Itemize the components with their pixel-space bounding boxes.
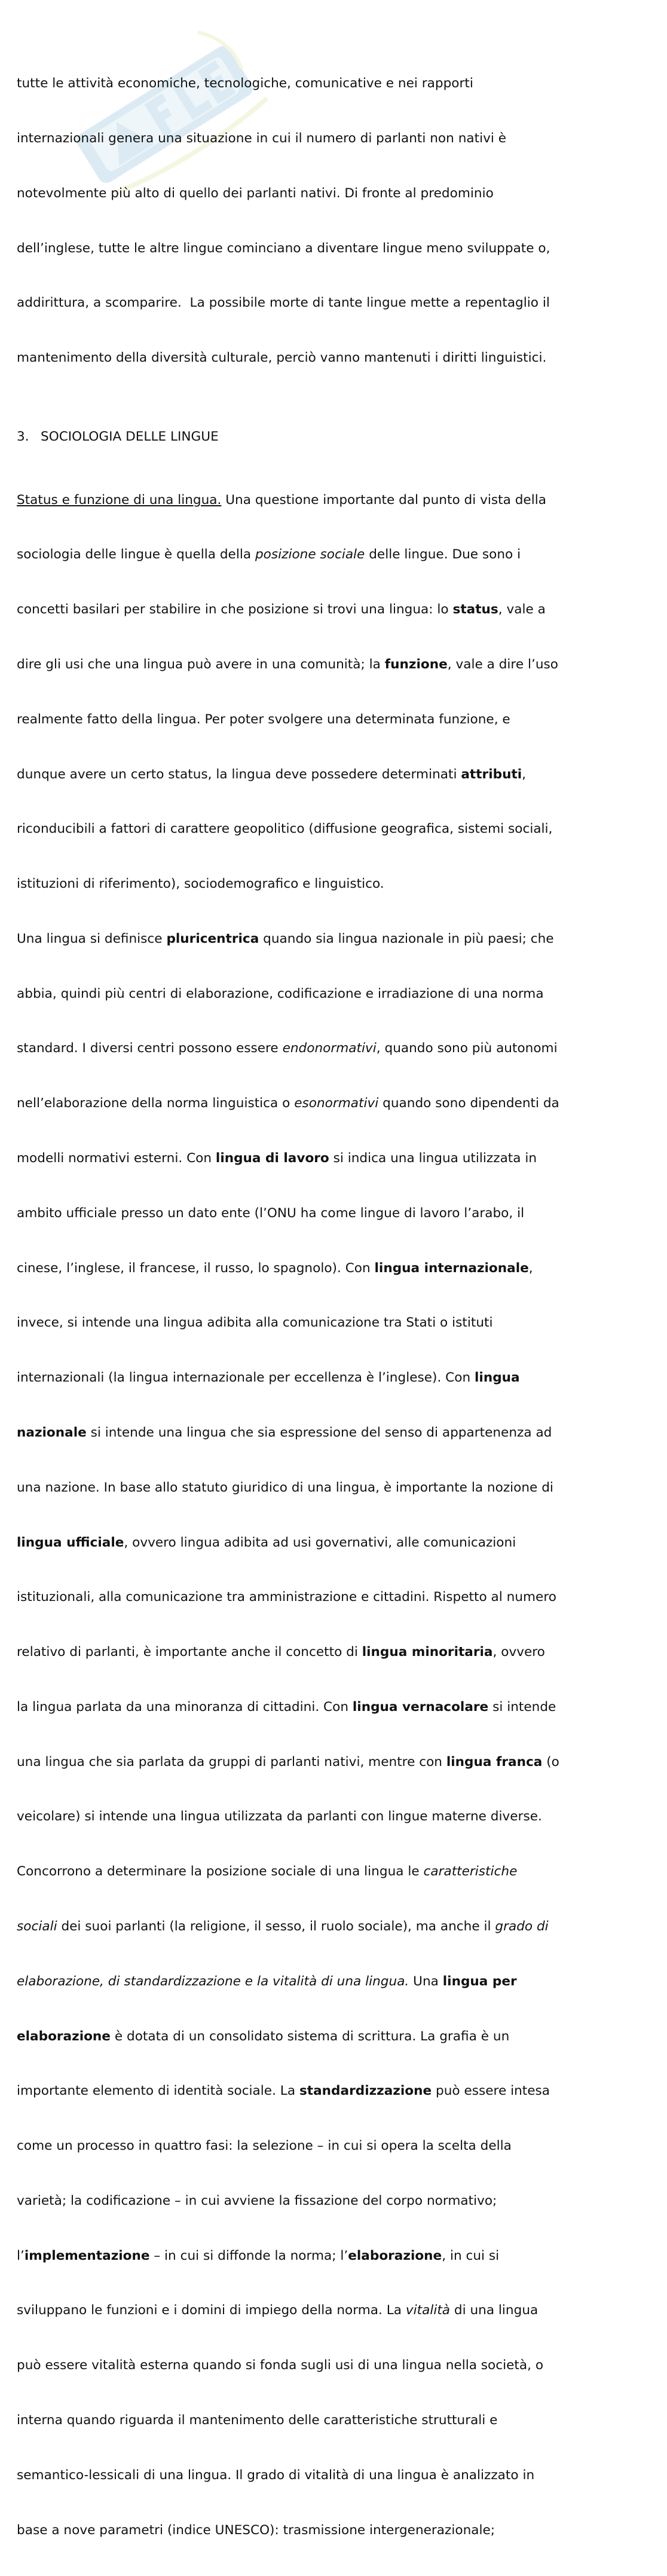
term-bold: lingua internazionale	[374, 1260, 529, 1276]
term-bold: lingua di lavoro	[215, 1151, 329, 1166]
text-line: nazionale si intende una lingua che sia espressione del senso di appartenenza ad	[17, 1425, 552, 1440]
text-line: tutte le attività economiche, tecnologiche, comunicative e nei rapporti	[17, 76, 473, 91]
text-line: può essere vitalità esterna quando si fonda sugli usi di una lingua nella società, o	[17, 2358, 544, 2373]
text-line: elaborazione, di standardizzazione e la vitalità di una lingua. Una lingua per	[17, 1973, 517, 1989]
term-bold: pluricentrica	[166, 931, 259, 946]
term-bold: elaborazione	[17, 2028, 111, 2044]
term-bold: elaborazione	[348, 2248, 442, 2263]
text-line: sociologia delle lingue è quella della posizione sociale delle lingue. Due sono i	[17, 547, 521, 563]
term-italic: sociali	[17, 1918, 57, 1934]
term-italic: posizione sociale	[255, 547, 365, 563]
term-bold: standardizzazione	[299, 2083, 432, 2099]
text-line: la lingua parlata da una minoranza di cittadini. Con lingua vernacolare si intende	[17, 1699, 556, 1715]
text-line: varietà; la codificazione – in cui avviene la fissazione del corpo normativo;	[17, 2193, 497, 2208]
term-bold: lingua	[475, 1370, 520, 1386]
text-line: veicolare) si intende una lingua utilizzata da parlanti con lingue materne diverse.	[17, 1809, 542, 1825]
term-bold: funzione	[384, 657, 448, 672]
text-line: dire gli usi che una lingua può avere in una comunità; la funzione, vale a dire l’uso	[17, 657, 558, 672]
text-line: una nazione. In base allo statuto giuridico di una lingua, è importante la nozione di	[17, 1480, 553, 1495]
text-line: dunque avere un certo status, la lingua deve possedere determinati attributi,	[17, 766, 527, 782]
term-bold: lingua per	[442, 1973, 517, 1989]
text-line: lingua ufficiale, ovvero lingua adibita ad usi governativi, alle comunicazioni	[17, 1535, 516, 1550]
text-line: internazionali genera una situazione in cui il numero di parlanti non nativi è	[17, 130, 507, 146]
text-line: dell’inglese, tutte le altre lingue cominciano a diventare lingue meno sviluppate o,	[17, 240, 550, 256]
text-line: come un processo in quattro fasi: la selezione – in cui si opera la scelta della	[17, 2138, 512, 2154]
text-line: ambito ufficiale presso un dato ente (l’ONU ha come lingue di lavoro l’arabo, il	[17, 1205, 525, 1221]
term-italic: esonormativi	[294, 1096, 379, 1111]
text-line: addirittura, a scomparire. La possibile morte di tante lingue mette a repentaglio il	[17, 295, 550, 311]
text-line: base a nove parametri (indice UNESCO): trasmissione intergenerazionale;	[17, 2522, 495, 2538]
text-line: nell’elaborazione della norma linguistica o esonormativi quando sono dipendenti da	[17, 1096, 559, 1111]
term-italic: vitalità	[405, 2303, 451, 2318]
section-title: SOCIOLOGIA DELLE LINGUE	[41, 429, 219, 444]
section-heading	[17, 428, 638, 447]
text-line: elaborazione è dotata di un consolidato sistema di scrittura. La grafia è un	[17, 2028, 510, 2044]
term-bold: lingua ufficiale	[17, 1535, 124, 1550]
main-paragraph	[17, 454, 638, 2576]
intro-paragraph	[17, 38, 638, 404]
text-line: modelli normativi esterni. Con lingua di lavoro si indica una lingua utilizzata in	[17, 1151, 537, 1166]
text-line: Status e funzione di una lingua. Una questione importante dal punto di vista della	[17, 492, 546, 508]
text-line: realmente fatto della lingua. Per poter svolgere una determinata funzione, e	[17, 711, 510, 727]
text-line: Concorrono a determinare la posizione sociale di una lingua le caratteristiche	[17, 1864, 518, 1880]
text-line: abbia, quindi più centri di elaborazione, codificazione e irradiazione di una norma	[17, 986, 544, 1001]
text-line: invece, si intende una lingua adibita alla comunicazione tra Stati o istituti	[17, 1315, 493, 1331]
text-line: cinese, l’inglese, il francese, il russo, lo spagnolo). Con lingua internazionale,	[17, 1260, 533, 1276]
term-bold: nazionale	[17, 1425, 87, 1440]
text-line: Una lingua si definisce pluricentrica quando sia lingua nazionale in più paesi; che	[17, 931, 554, 946]
document-body	[17, 38, 638, 2576]
text-line: importante elemento di identità sociale. La standardizzazione può essere intesa	[17, 2083, 550, 2099]
term-italic: endonormativi	[282, 1041, 377, 1056]
term-bold: implementazione	[24, 2248, 150, 2263]
text-line: sociali dei suoi parlanti (la religione, il sesso, il ruolo sociale), ma anche il grado di	[17, 1918, 549, 1934]
term-bold: lingua franca	[446, 1754, 543, 1770]
text-line: standard. I diversi centri possono essere endonormativi, quando sono più autonomi	[17, 1041, 558, 1056]
term-italic: elaborazione, di standardizzazione e la vitalità di una lingua.	[17, 1973, 409, 1989]
text-line: istituzioni di riferimento), sociodemografico e linguistico.	[17, 876, 384, 892]
term-bold: attributi	[461, 766, 522, 782]
term-bold: lingua vernacolare	[352, 1699, 489, 1715]
term-italic: grado di	[495, 1918, 549, 1934]
text-line: notevolmente più alto di quello dei parlanti nativi. Di fronte al predominio	[17, 185, 494, 201]
text-line: mantenimento della diversità culturale, perciò vanno mantenuti i diritti linguistici.	[17, 350, 547, 366]
subsection-title: Status e funzione di una lingua.	[17, 492, 222, 508]
text-line: relativo di parlanti, è importante anche il concetto di lingua minoritaria, ovvero	[17, 1645, 545, 1660]
text-line: l’implementazione – in cui si diffonde la norma; l’elaborazione, in cui si	[17, 2248, 500, 2263]
text-line: riconducibili a fattori di carattere geopolitico (diffusione geografica, sistemi sociali,	[17, 821, 553, 837]
text-line: concetti basilari per stabilire in che posizione si trovi una lingua: lo status, vale a	[17, 602, 546, 618]
text-line: una lingua che sia parlata da gruppi di parlanti nativi, mentre con lingua franca (o	[17, 1754, 559, 1770]
text-line: semantico-lessicali di una lingua. Il grado di vitalità di una lingua è analizzato in	[17, 2467, 535, 2483]
term-italic: caratteristiche	[423, 1864, 518, 1880]
text-line: istituzionali, alla comunicazione tra amministrazione e cittadini. Rispetto al numero	[17, 1590, 556, 1605]
text-line: internazionali (la lingua internazionale per eccellenza è l’inglese). Con lingua	[17, 1370, 520, 1386]
text-line: sviluppano le funzioni e i domini di impiego della norma. La vitalità di una lingua	[17, 2303, 539, 2318]
text-line: interna quando riguarda il mantenimento delle caratteristiche strutturali e	[17, 2413, 498, 2428]
term-bold: status	[452, 602, 498, 618]
section-number: 3.	[17, 429, 29, 444]
term-bold: lingua minoritaria	[362, 1645, 493, 1660]
